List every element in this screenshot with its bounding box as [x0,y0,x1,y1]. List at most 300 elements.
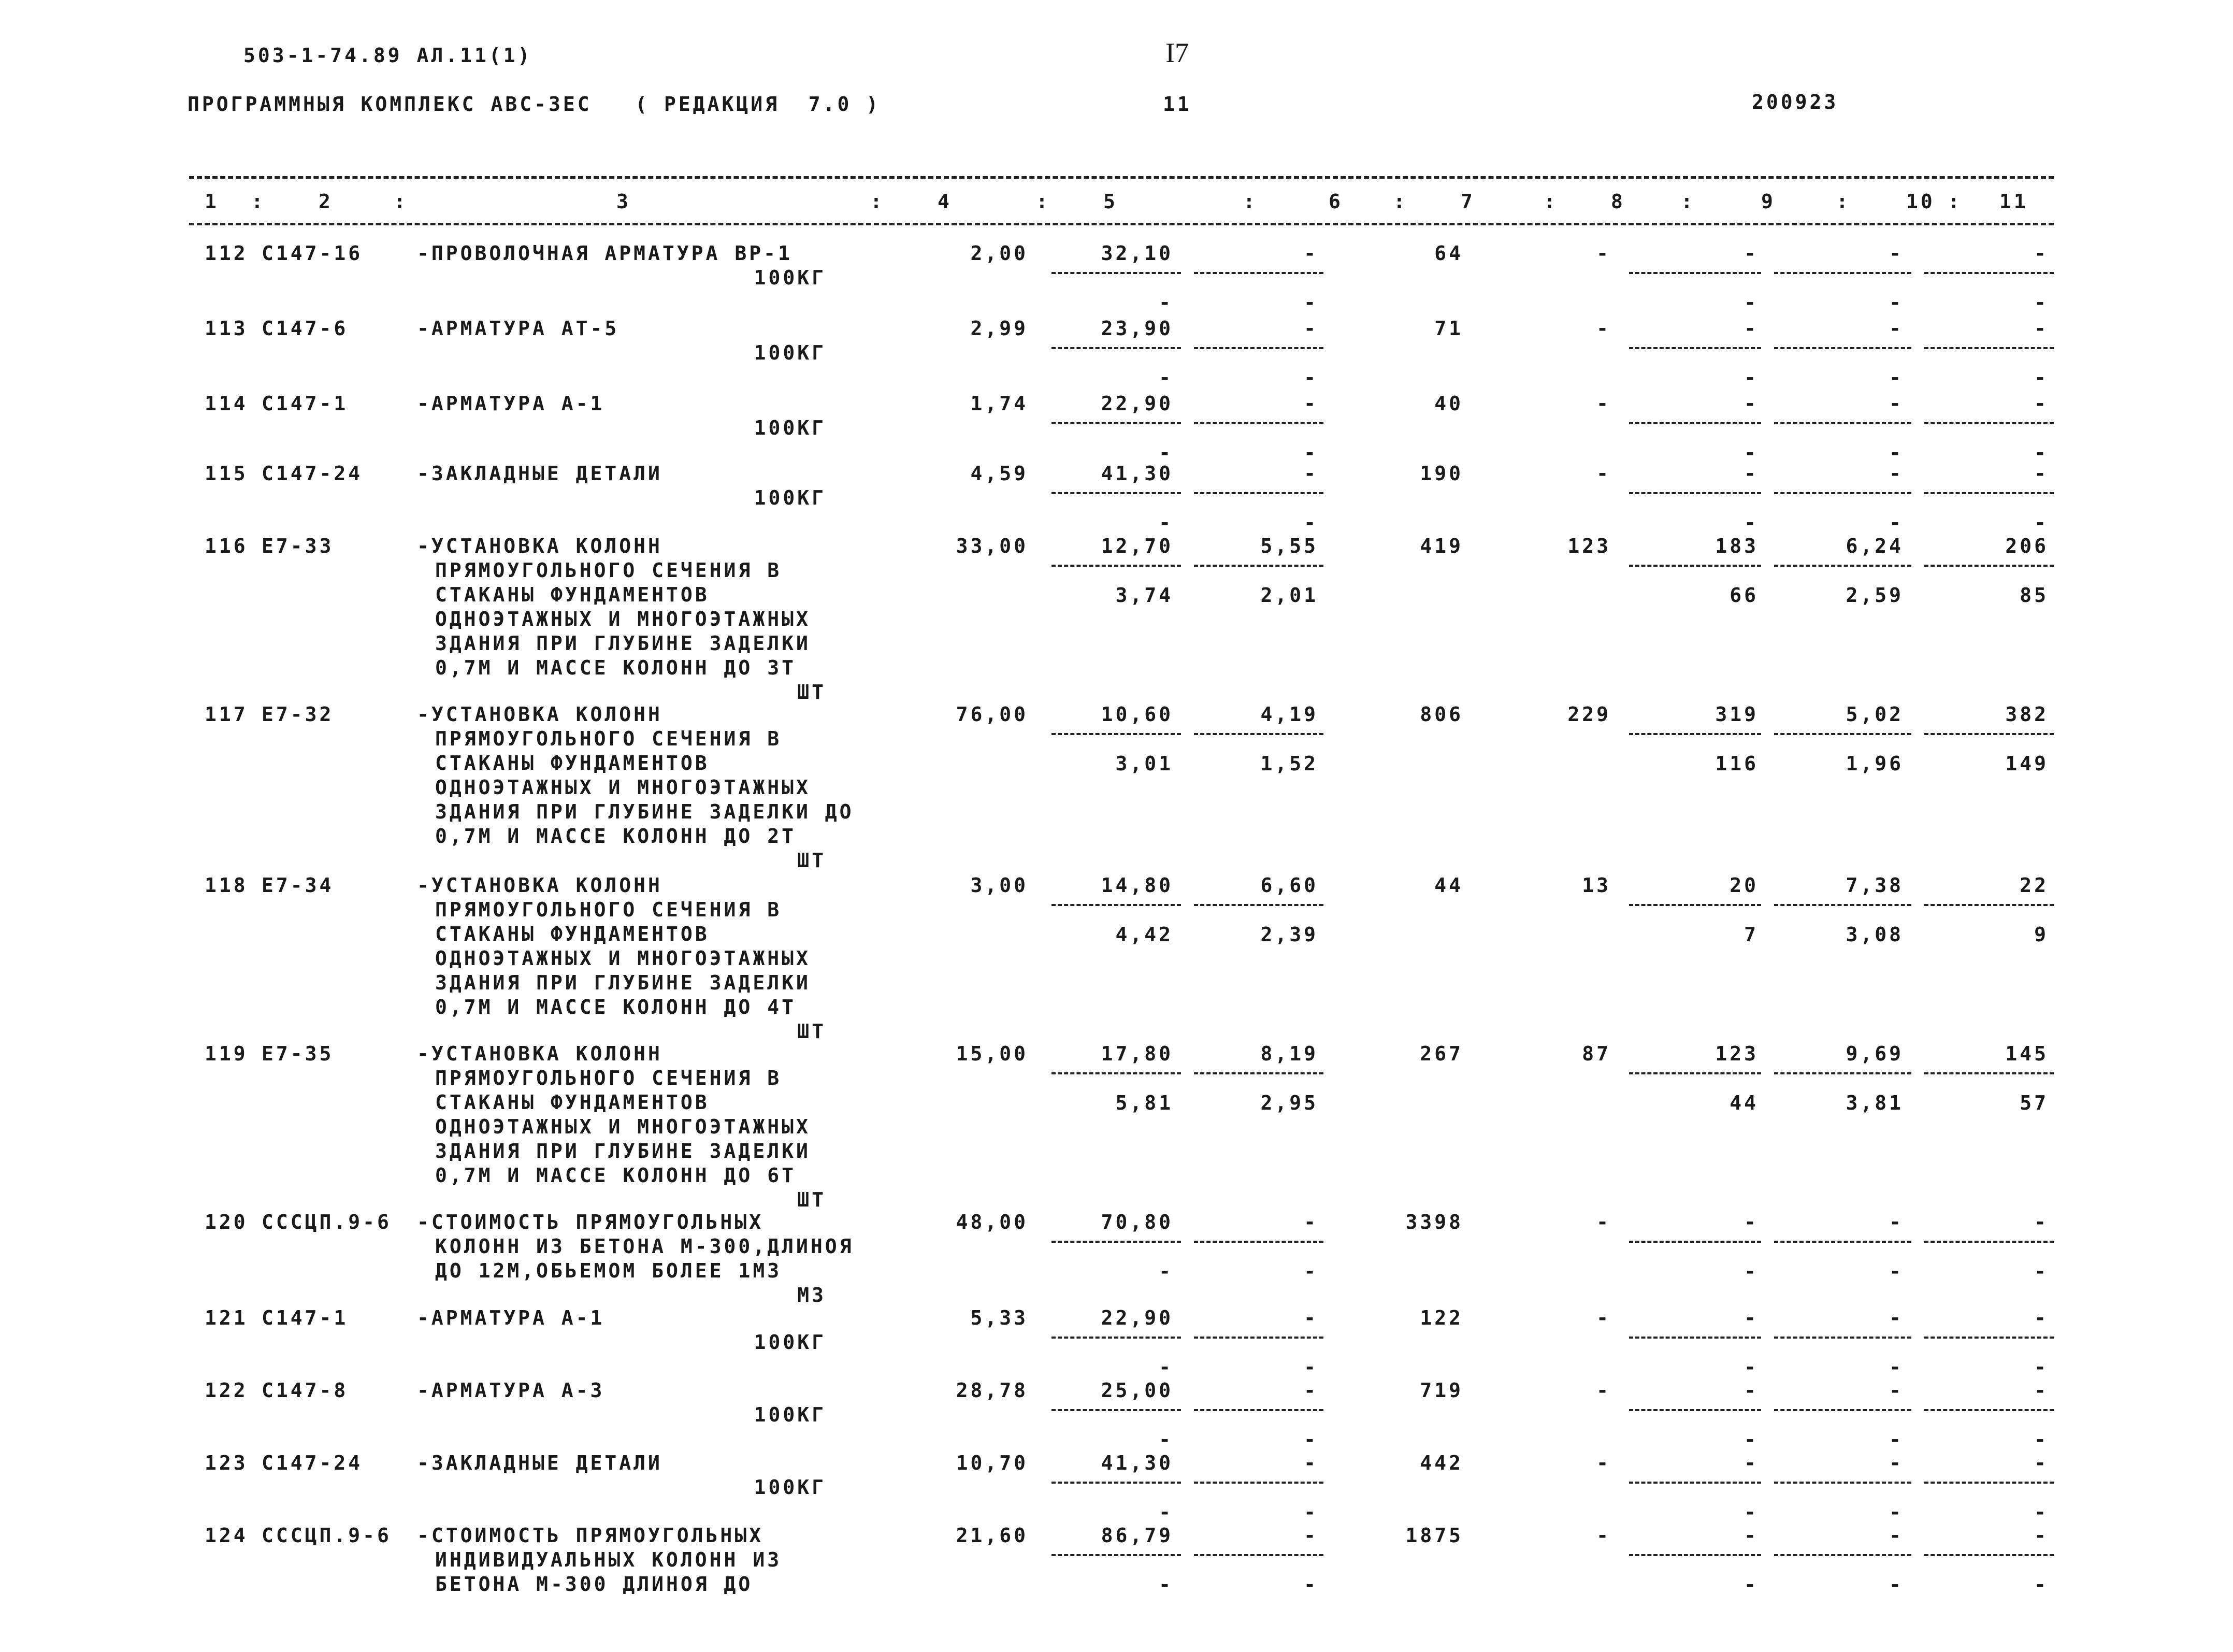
quantity: 2,99 [970,317,1028,340]
machines-total: 20 [1730,874,1759,897]
unit-cost-total: 70,80 [1101,1211,1173,1233]
labor-divider [1629,422,1761,424]
column-number-4: 4 [938,190,952,213]
labor-machinists-total: 85 [2020,584,2049,607]
row-number: 123 [205,1452,248,1474]
work-description-line: -УСТАНОВКА КОЛОНН [417,535,662,557]
column-separator: : [870,190,885,213]
labor-divider [1629,904,1761,906]
total-cost: 806 [1420,703,1463,726]
unit-cost-wages: - [1159,441,1173,464]
quantity: 10,70 [956,1452,1028,1474]
column-number-5: 5 [1103,190,1118,213]
wages-total: - [1596,242,1611,265]
unit-cost-wages: 4,42 [1115,923,1173,946]
unit-cost-machines: 4,19 [1260,703,1318,726]
total-cost: 122 [1420,1306,1463,1329]
norm-code: Е7-33 [262,535,334,557]
unit-cost-wages: - [1159,511,1173,534]
unit: 100КГ [754,1476,826,1499]
column-separator: : [1948,190,1962,213]
labor-divider [1924,272,2054,274]
column-separator: : [1393,190,1408,213]
column-number-9: 9 [1761,190,1776,213]
total-cost: 190 [1420,462,1463,485]
machines-wages-total: 116 [1715,752,1759,775]
column-separator: : [251,190,266,213]
work-description-line: -УСТАНОВКА КОЛОНН [417,874,662,897]
labor-divider [1774,1072,1911,1074]
column-number-3: 3 [616,190,631,213]
unit-cost-machine-wages: - [1304,511,1318,534]
quantity: 21,60 [956,1524,1028,1547]
wages-total: - [1596,1306,1611,1329]
labor-divider [1924,733,2054,735]
cost-divider [1051,422,1181,424]
work-description-line: -СТОИМОСТЬ ПРЯМОУГОЛЬНЫХ [417,1524,764,1547]
unit: 100КГ [754,341,826,364]
work-description-line: ОДНОЭТАЖНЫХ И МНОГОЭТАЖНЫХ [435,776,811,799]
labor-divider [1774,904,1911,906]
machines-total: - [1744,1211,1759,1233]
machines-wages-total: 44 [1730,1091,1759,1114]
labor-per-unit: - [1889,1452,1904,1474]
unit-cost-total: 14,80 [1101,874,1173,897]
labor-machinists-per-unit: 2,59 [1846,584,1904,607]
column-number-6: 6 [1329,190,1343,213]
unit-cost-machine-wages: - [1304,1573,1318,1596]
quantity: 28,78 [956,1379,1028,1402]
unit-cost-machine-wages: 2,39 [1260,923,1318,946]
unit-cost-wages: - [1159,1260,1173,1283]
total-cost: 40 [1434,392,1463,415]
labor-divider [1629,565,1761,567]
unit-cost-machine-wages: - [1304,1428,1318,1451]
labor-per-unit: - [1889,392,1904,415]
labor-total: 382 [2005,703,2049,726]
labor-divider [1629,1337,1761,1339]
cost-divider [1051,1554,1181,1556]
labor-machinists-total: - [2034,1260,2049,1283]
labor-total: - [2034,1452,2049,1474]
labor-divider [1924,422,2054,424]
unit-cost-machine-wages: - [1304,1501,1318,1524]
machines-total: - [1744,1379,1759,1402]
row-number: 114 [205,392,248,415]
labor-total: - [2034,1306,2049,1329]
labor-machinists-total: - [2034,1356,2049,1378]
labor-machinists-total: 149 [2005,752,2049,775]
quantity: 48,00 [956,1211,1028,1233]
unit-cost-wages: - [1159,1573,1173,1596]
machines-wages-total: - [1744,1573,1759,1596]
cost-divider [1051,904,1181,906]
labor-machinists-per-unit: - [1889,1428,1904,1451]
cost-divider [1051,565,1181,567]
labor-divider [1924,1482,2054,1484]
labor-machinists-total: 57 [2020,1091,2049,1114]
unit-cost-machines: - [1304,242,1318,265]
machines-total: - [1744,462,1759,485]
unit-cost-machines: 5,55 [1260,535,1318,557]
quantity: 76,00 [956,703,1028,726]
total-cost: 44 [1434,874,1463,897]
labor-divider [1924,1409,2054,1411]
column-separator: : [1243,190,1258,213]
labor-divider [1629,1072,1761,1074]
column-number-7: 7 [1461,190,1475,213]
unit-cost-wages: 3,74 [1115,584,1173,607]
labor-divider [1629,1409,1761,1411]
column-number-11: 11 [1999,190,2028,213]
labor-machinists-per-unit: - [1889,1356,1904,1378]
row-number: 112 [205,242,248,265]
cost-divider [1194,1337,1323,1339]
work-description-line: ПРЯМОУГОЛЬНОГО СЕЧЕНИЯ В [435,898,782,921]
wages-total: 123 [1567,535,1611,557]
total-cost: 71 [1434,317,1463,340]
labor-per-unit: 6,24 [1846,535,1904,557]
wages-total: - [1596,462,1611,485]
unit-cost-machine-wages: - [1304,291,1318,314]
quantity: 15,00 [956,1042,1028,1065]
unit-cost-machine-wages: - [1304,441,1318,464]
work-description-line: ДО 12М,ОБЬЕМОМ БОЛЕЕ 1М3 [435,1259,782,1282]
unit: ШТ [797,849,826,872]
column-number-2: 2 [319,190,333,213]
machines-total: 183 [1715,535,1759,557]
unit-cost-machines: 6,60 [1260,874,1318,897]
norm-code: Е7-34 [262,874,334,897]
work-description-line: ЗДАНИЯ ПРИ ГЛУБИНЕ ЗАДЕЛКИ [435,632,811,655]
cost-divider [1194,565,1323,567]
total-cost: 3398 [1405,1211,1463,1233]
machines-wages-total: - [1744,1428,1759,1451]
labor-total: - [2034,242,2049,265]
header-rule-top [189,176,2054,179]
quantity: 3,00 [970,874,1028,897]
total-cost: 719 [1420,1379,1463,1402]
labor-machinists-per-unit: - [1889,291,1904,314]
cost-divider [1194,1482,1323,1484]
unit-cost-wages: 3,01 [1115,752,1173,775]
labor-machinists-total: 9 [2034,923,2049,946]
norm-code: С147-24 [262,462,363,485]
cost-divider [1194,733,1323,735]
machines-total: - [1744,242,1759,265]
machines-wages-total: - [1744,511,1759,534]
column-separator: : [1836,190,1851,213]
cost-divider [1194,1072,1323,1074]
work-description-line: СТАКАНЫ ФУНДАМЕНТОВ [435,752,710,774]
unit-cost-wages: - [1159,366,1173,389]
wages-total: - [1596,1379,1611,1402]
cost-divider [1051,492,1181,494]
work-description-line: ПРЯМОУГОЛЬНОГО СЕЧЕНИЯ В [435,559,782,582]
unit-cost-machine-wages: 2,01 [1260,584,1318,607]
machines-wages-total: - [1744,366,1759,389]
header-rule-bottom [189,223,2054,225]
unit-cost-total: 41,30 [1101,462,1173,485]
machines-total: 123 [1715,1042,1759,1065]
total-cost: 1875 [1405,1524,1463,1547]
machines-wages-total: - [1744,1260,1759,1283]
machines-total: - [1744,1524,1759,1547]
unit-cost-machines: - [1304,392,1318,415]
unit-cost-machine-wages: - [1304,1356,1318,1378]
quantity: 33,00 [956,535,1028,557]
labor-per-unit: - [1889,1379,1904,1402]
labor-divider [1774,1241,1911,1243]
work-description-line: 0,7М И МАССЕ КОЛОНН ДО 6Т [435,1164,796,1187]
labor-divider [1629,1482,1761,1484]
labor-total: - [2034,317,2049,340]
norm-code: С147-8 [262,1379,349,1402]
cost-divider [1051,1337,1181,1339]
labor-divider [1774,422,1911,424]
unit-cost-machine-wages: - [1304,1260,1318,1283]
norm-code: Е7-32 [262,703,334,726]
norm-code: С147-1 [262,1306,349,1329]
machines-wages-total: - [1744,441,1759,464]
work-description-line: КОЛОНН ИЗ БЕТОНА М-300,ДЛИНОЯ [435,1235,854,1258]
page-number-handwritten: I7 [1165,37,1189,68]
unit-cost-machines: - [1304,1452,1318,1474]
wages-total: 13 [1582,874,1611,897]
labor-divider [1924,347,2054,349]
cost-divider [1051,1409,1181,1411]
labor-per-unit: - [1889,242,1904,265]
machines-total: - [1744,392,1759,415]
labor-divider [1924,904,2054,906]
work-description-line: -АРМАТУРА А-3 [417,1379,605,1402]
wages-total: 87 [1582,1042,1611,1065]
labor-machinists-per-unit: - [1889,366,1904,389]
cost-divider [1194,1554,1323,1556]
work-description-line: -АРМАТУРА АТ-5 [417,317,620,340]
row-number: 122 [205,1379,248,1402]
unit-cost-machines: - [1304,1211,1318,1233]
quantity: 5,33 [970,1306,1028,1329]
labor-divider [1629,733,1761,735]
labor-machinists-total: - [2034,291,2049,314]
labor-divider [1629,1554,1761,1556]
work-description-line: ОДНОЭТАЖНЫХ И МНОГОЭТАЖНЫХ [435,1115,811,1138]
column-number-1: 1 [205,190,219,213]
row-number: 118 [205,874,248,897]
work-description-line: ПРЯМОУГОЛЬНОГО СЕЧЕНИЯ В [435,1067,782,1089]
unit-cost-total: 12,70 [1101,535,1173,557]
column-separator: : [394,190,408,213]
unit: 100КГ [754,486,826,509]
unit: 100КГ [754,1403,826,1426]
machines-total: - [1744,317,1759,340]
labor-per-unit: - [1889,462,1904,485]
labor-divider [1774,565,1911,567]
unit: 100КГ [754,416,826,439]
machines-total: - [1744,1452,1759,1474]
labor-divider [1774,347,1911,349]
unit-cost-total: 23,90 [1101,317,1173,340]
wages-total: 229 [1567,703,1611,726]
work-description-line: -ЗАКЛАДНЫЕ ДЕТАЛИ [417,1452,662,1474]
labor-total: - [2034,1211,2049,1233]
machines-wages-total: 66 [1730,584,1759,607]
column-separator: : [1036,190,1050,213]
unit-cost-wages: - [1159,291,1173,314]
cost-divider [1051,733,1181,735]
labor-machinists-per-unit: 3,08 [1846,923,1904,946]
row-number: 116 [205,535,248,557]
labor-machinists-total: - [2034,511,2049,534]
labor-machinists-per-unit: - [1889,1501,1904,1524]
column-number-8: 8 [1611,190,1625,213]
labor-per-unit: - [1889,317,1904,340]
machines-total: 319 [1715,703,1759,726]
labor-total: - [2034,1379,2049,1402]
labor-divider [1629,347,1761,349]
cost-divider [1194,1409,1323,1411]
unit: ШТ [797,681,826,703]
work-description-line: СТАКАНЫ ФУНДАМЕНТОВ [435,923,710,945]
norm-code: С147-16 [262,242,363,265]
labor-machinists-total: - [2034,1573,2049,1596]
labor-per-unit: 5,02 [1846,703,1904,726]
cost-divider [1194,492,1323,494]
total-cost: 442 [1420,1452,1463,1474]
labor-divider [1774,492,1911,494]
cost-divider [1194,1241,1323,1243]
labor-divider [1629,1241,1761,1243]
labor-divider [1774,1482,1911,1484]
unit-cost-total: 86,79 [1101,1524,1173,1547]
labor-divider [1774,1337,1911,1339]
labor-total: - [2034,392,2049,415]
cost-divider [1051,1241,1181,1243]
unit-cost-machines: - [1304,317,1318,340]
unit-cost-wages: 5,81 [1115,1091,1173,1114]
labor-divider [1924,1072,2054,1074]
labor-divider [1629,492,1761,494]
norm-code: С147-6 [262,317,349,340]
unit-cost-total: 10,60 [1101,703,1173,726]
unit-cost-machines: - [1304,1379,1318,1402]
row-number: 124 [205,1524,248,1547]
work-description-line: ПРЯМОУГОЛЬНОГО СЕЧЕНИЯ В [435,727,782,750]
labor-per-unit: 9,69 [1846,1042,1904,1065]
labor-per-unit: - [1889,1306,1904,1329]
program-title: ПРОГРАММНЫЯ КОМПЛЕКС АВС-ЗЕС ( РЕДАКЦИЯ 7.0 ) [188,93,881,116]
quantity: 1,74 [970,392,1028,415]
wages-total: - [1596,1452,1611,1474]
work-description-line: ОДНОЭТАЖНЫХ И МНОГОЭТАЖНЫХ [435,608,811,630]
unit-cost-machines: 8,19 [1260,1042,1318,1065]
quantity: 2,00 [970,242,1028,265]
unit-cost-wages: - [1159,1501,1173,1524]
machines-wages-total: - [1744,1501,1759,1524]
cost-divider [1051,347,1181,349]
cost-divider [1194,272,1323,274]
column-number-10: 10 [1906,190,1935,213]
unit-cost-total: 41,30 [1101,1452,1173,1474]
labor-total: 22 [2020,874,2049,897]
labor-machinists-total: - [2034,1501,2049,1524]
wages-total: - [1596,1524,1611,1547]
quantity: 4,59 [970,462,1028,485]
work-description-line: 0,7М И МАССЕ КОЛОНН ДО 3Т [435,656,796,679]
unit-cost-total: 17,80 [1101,1042,1173,1065]
labor-machinists-total: - [2034,441,2049,464]
labor-machinists-per-unit: 3,81 [1846,1091,1904,1114]
labor-divider [1924,565,2054,567]
labor-per-unit: 7,38 [1846,874,1904,897]
unit: ШТ [797,1188,826,1211]
sheet-number: 11 [1163,93,1192,116]
cost-divider [1051,1482,1181,1484]
unit-cost-machines: - [1304,1524,1318,1547]
doc-code: 503-1-74.89 АЛ.11(1) [243,44,532,67]
column-separator: : [1681,190,1695,213]
labor-total: - [2034,1524,2049,1547]
unit: 100КГ [754,1331,826,1354]
unit-cost-machines: - [1304,462,1318,485]
machines-wages-total: - [1744,1356,1759,1378]
work-description-line: СТАКАНЫ ФУНДАМЕНТОВ [435,1091,710,1114]
labor-divider [1774,1409,1911,1411]
labor-divider [1774,733,1911,735]
cost-divider [1194,904,1323,906]
unit-cost-wages: - [1159,1356,1173,1378]
work-description-line: -ПРОВОЛОЧНАЯ АРМАТУРА ВР-1 [417,242,793,265]
labor-divider [1629,272,1761,274]
total-cost: 64 [1434,242,1463,265]
work-description-line: ЗДАНИЯ ПРИ ГЛУБИНЕ ЗАДЕЛКИ [435,1140,811,1162]
row-number: 119 [205,1042,248,1065]
machines-wages-total: 7 [1744,923,1759,946]
unit: М3 [797,1284,826,1306]
work-description-line: -ЗАКЛАДНЫЕ ДЕТАЛИ [417,462,662,485]
unit-cost-wages: - [1159,1428,1173,1451]
labor-divider [1924,1241,2054,1243]
date-code: 200923 [1752,91,1839,113]
labor-machinists-total: - [2034,366,2049,389]
norm-code: СССЦП.9-6 [262,1211,392,1233]
cost-divider [1194,347,1323,349]
machines-wages-total: - [1744,291,1759,314]
work-description-line: БЕТОНА М-300 ДЛИНОЯ ДО [435,1573,753,1596]
total-cost: 419 [1420,535,1463,557]
work-description-line: ЗДАНИЯ ПРИ ГЛУБИНЕ ЗАДЕЛКИ ДО [435,800,854,823]
row-number: 121 [205,1306,248,1329]
unit-cost-machine-wages: 1,52 [1260,752,1318,775]
cost-divider [1194,422,1323,424]
row-number: 113 [205,317,248,340]
work-description-line: -АРМАТУРА А-1 [417,392,605,415]
labor-total: 145 [2005,1042,2049,1065]
work-description-line: 0,7М И МАССЕ КОЛОНН ДО 4Т [435,996,796,1018]
unit: 100КГ [754,266,826,289]
work-description-line: СТАКАНЫ ФУНДАМЕНТОВ [435,583,710,606]
labor-divider [1924,492,2054,494]
machines-total: - [1744,1306,1759,1329]
labor-divider [1774,272,1911,274]
work-description-line: -СТОИМОСТЬ ПРЯМОУГОЛЬНЫХ [417,1211,764,1233]
unit-cost-total: 32,10 [1101,242,1173,265]
total-cost: 267 [1420,1042,1463,1065]
work-description-line: ИНДИВИДУАЛЬНЫХ КОЛОНН ИЗ [435,1548,782,1571]
unit-cost-machines: - [1304,1306,1318,1329]
column-separator: : [1544,190,1558,213]
